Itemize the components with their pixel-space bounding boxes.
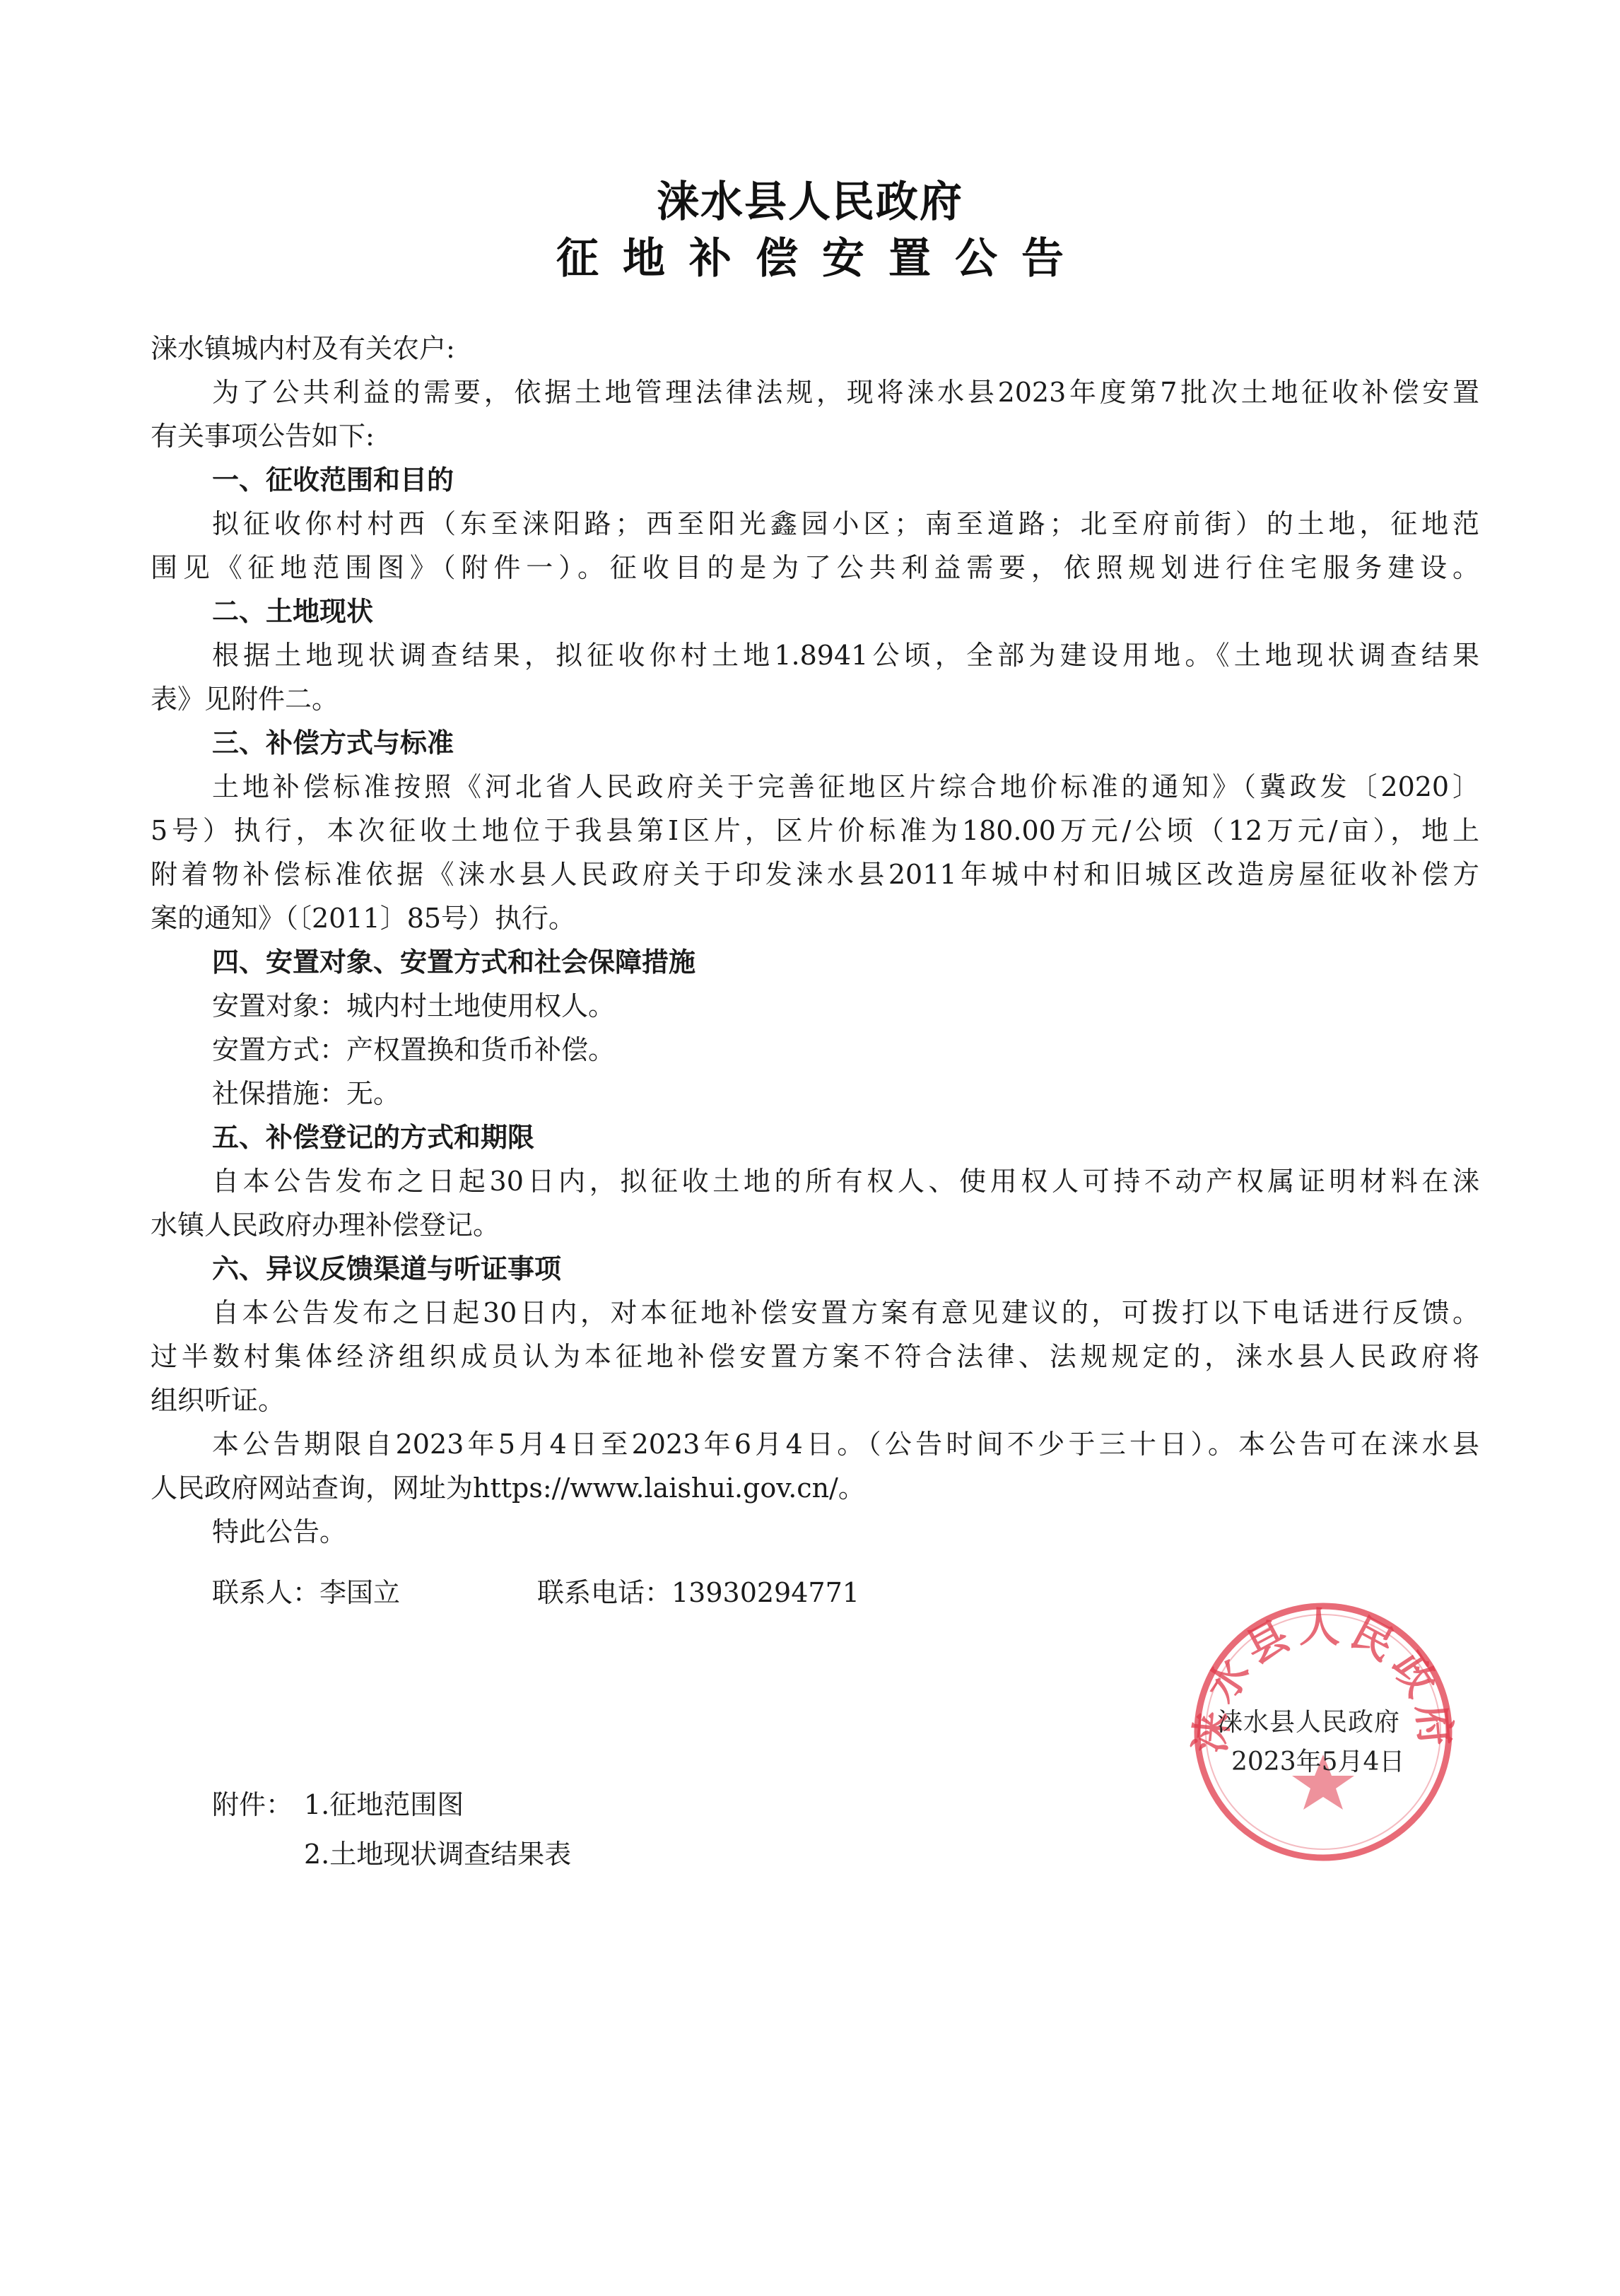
section-heading: 二、土地现状 — [212, 596, 374, 627]
paragraph-line: 5号）执行，本次征收土地位于我县第I区片，区片价标准为180.00万元/公顷（12万元/亩），地上 — [151, 815, 1479, 846]
attachment-item: 1.征地范围图 — [304, 1789, 464, 1820]
section-heading: 四、安置对象、安置方式和社会保障措施 — [212, 947, 696, 978]
attachment-item: 2.土地现状调查结果表 — [304, 1839, 572, 1870]
paragraph-line: 表》见附件二。 — [151, 684, 339, 715]
paragraph-line: 安置对象：城内村土地使用权人。 — [212, 990, 616, 1021]
paragraph-line: 土地补偿标准按照《河北省人民政府关于完善征地区片综合地价标准的通知》（冀政发〔2020〕 — [212, 771, 1479, 802]
intro-line: 为了公共利益的需要，依据土地管理法律法规，现将涞水县2023年度第7批次土地征收补偿安置 — [212, 377, 1479, 408]
paragraph-line: 社保措施：无。 — [212, 1078, 401, 1109]
paragraph-line: 案的通知》（〔2011〕85号）执行。 — [151, 903, 576, 934]
section-heading: 五、补偿登记的方式和期限 — [212, 1122, 535, 1153]
signature-date: 2023年5月4日 — [1231, 1747, 1405, 1776]
document-title: 涞水县人民政府 — [657, 177, 963, 227]
notice-body — [151, 327, 1479, 1554]
paragraph-line: 人民政府网站查询，网址为https://www.laishui.gov.cn/。 — [151, 1472, 865, 1504]
section-heading: 一、征收范围和目的 — [212, 464, 454, 496]
addressee: 涞水镇城内村及有关农户: — [151, 333, 455, 364]
section-heading: 六、异议反馈渠道与听证事项 — [212, 1253, 562, 1284]
section-heading: 三、补偿方式与标准 — [212, 727, 454, 758]
seal-text: 涞水县人民政府 — [1185, 1603, 1461, 1755]
paragraph-line: 自本公告发布之日起30日内，拟征收土地的所有权人、使用权人可持不动产权属证明材料在涞 — [212, 1166, 1479, 1197]
contact-person: 联系人：李国立 — [212, 1577, 401, 1608]
paragraph-line: 围见《征地范围图》（附件一）。征收目的是为了公共利益需要，依照规划进行住宅服务建设。 — [151, 552, 1479, 583]
document-subtitle: 征地补偿安置公告 — [556, 234, 1088, 283]
paragraph-line: 安置方式：产权置换和货币补偿。 — [212, 1034, 616, 1065]
paragraph-line: 本公告期限自2023年5月4日至2023年6月4日。（公告时间不少于三十日）。本公告可在涞水县 — [212, 1429, 1479, 1460]
paragraph-line: 水镇人民政府办理补偿登记。 — [151, 1210, 500, 1241]
paragraph-line: 附着物补偿标准依据《涞水县人民政府关于印发涞水县2011年城中村和旧城区改造房屋征收补偿方 — [151, 859, 1479, 890]
paragraph-line: 过半数村集体经济组织成员认为本征地补偿安置方案不符合法律、法规规定的，涞水县人民政府将 — [151, 1341, 1479, 1372]
closing-line: 特此公告。 — [212, 1516, 347, 1547]
contact-phone: 联系电话：13930294771 — [537, 1577, 859, 1608]
paragraph-line: 拟征收你村村西（东至涞阳路；西至阳光鑫园小区；南至道路；北至府前街）的土地，征地范 — [212, 508, 1479, 539]
intro-line: 有关事项公告如下: — [151, 421, 375, 452]
paragraph-line: 组织听证。 — [151, 1385, 286, 1416]
signature-organization: 涞水县人民政府 — [1217, 1708, 1401, 1737]
paragraph-line: 自本公告发布之日起30日内，对本征地补偿安置方案有意见建议的，可拨打以下电话进行反馈。 — [212, 1297, 1479, 1328]
paragraph-line: 根据土地现状调查结果，拟征收你村土地1.8941公顷，全部为建设用地。《土地现状调查结果 — [212, 640, 1479, 671]
attachments-label: 附件： — [212, 1789, 293, 1820]
